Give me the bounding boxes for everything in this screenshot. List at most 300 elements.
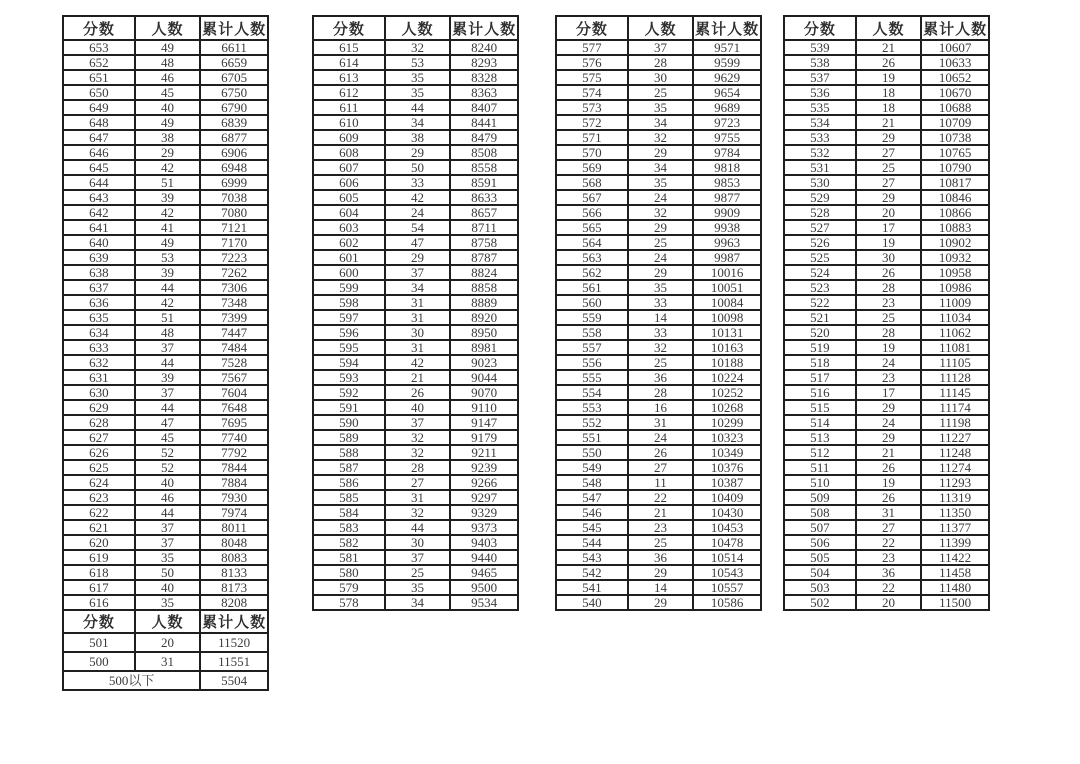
table-cell: 45 (135, 430, 201, 445)
table-row (63, 235, 268, 250)
table-cell: 10932 (921, 250, 989, 265)
table-cell: 7604 (200, 385, 268, 400)
table-cell: 29 (856, 190, 922, 205)
table-cell: 622 (63, 505, 135, 520)
table-row (63, 460, 268, 475)
table-cell: 598 (313, 295, 385, 310)
table-cell: 7484 (200, 340, 268, 355)
table-row (313, 355, 518, 370)
table-row (63, 250, 268, 265)
table-row (63, 520, 268, 535)
table-cell: 8508 (450, 145, 518, 160)
table-cell: 25 (628, 85, 694, 100)
table-cell: 52 (135, 445, 201, 460)
table-row (63, 445, 268, 460)
table-row (784, 55, 989, 70)
table-cell: 516 (784, 385, 856, 400)
table-row (313, 550, 518, 565)
table-cell: 19 (856, 235, 922, 250)
table-row (784, 370, 989, 385)
table-row (556, 190, 761, 205)
table-row (556, 250, 761, 265)
table-cell: 619 (63, 550, 135, 565)
table-cell: 7740 (200, 430, 268, 445)
table-cell: 7567 (200, 370, 268, 385)
table-cell: 502 (784, 595, 856, 610)
table-row (313, 430, 518, 445)
table-cell: 40 (135, 475, 201, 490)
table-cell: 9023 (450, 355, 518, 370)
table-cell: 7844 (200, 460, 268, 475)
table-cell: 573 (556, 100, 628, 115)
table-cell: 7223 (200, 250, 268, 265)
table-cell: 39 (135, 370, 201, 385)
table-row (313, 235, 518, 250)
table-cell: 23 (856, 295, 922, 310)
table-row (63, 70, 268, 85)
table-cell: 49 (135, 40, 201, 55)
table-cell: 644 (63, 175, 135, 190)
table-cell: 24 (385, 205, 451, 220)
table-cell: 541 (556, 580, 628, 595)
header-row (313, 16, 518, 40)
table-cell: 24 (856, 355, 922, 370)
table-cell: 8758 (450, 235, 518, 250)
table-cell: 9963 (693, 235, 761, 250)
table-cell: 11551 (200, 652, 268, 671)
table-cell: 23 (628, 520, 694, 535)
table-cell: 10709 (921, 115, 989, 130)
table-cell: 9239 (450, 460, 518, 475)
column-header: 累计人数 (200, 610, 268, 633)
table-cell: 24 (628, 430, 694, 445)
table-cell: 602 (313, 235, 385, 250)
table-cell: 510 (784, 475, 856, 490)
table-row (556, 175, 761, 190)
table-cell: 11009 (921, 295, 989, 310)
table-cell: 24 (856, 415, 922, 430)
table-cell: 579 (313, 580, 385, 595)
table-cell: 11145 (921, 385, 989, 400)
table-cell: 8407 (450, 100, 518, 115)
table-cell: 537 (784, 70, 856, 85)
table-cell: 554 (556, 385, 628, 400)
table-cell: 544 (556, 535, 628, 550)
table-row (63, 55, 268, 70)
table-row (556, 505, 761, 520)
table-cell: 18 (856, 85, 922, 100)
table-cell: 34 (385, 595, 451, 610)
table-row (63, 190, 268, 205)
table-cell: 29 (628, 265, 694, 280)
table-cell: 7121 (200, 220, 268, 235)
table-cell: 647 (63, 130, 135, 145)
table-cell: 47 (385, 235, 451, 250)
table-cell: 46 (135, 70, 201, 85)
table-cell: 565 (556, 220, 628, 235)
table-row (63, 280, 268, 295)
table-row (63, 430, 268, 445)
table-cell: 30 (856, 250, 922, 265)
table-cell: 10163 (693, 340, 761, 355)
table-row (556, 475, 761, 490)
table-cell: 10670 (921, 85, 989, 100)
table-row (313, 100, 518, 115)
table-cell: 44 (135, 505, 201, 520)
column-header: 人数 (135, 610, 201, 633)
table-cell: 609 (313, 130, 385, 145)
table-cell: 650 (63, 85, 135, 100)
table-cell: 508 (784, 505, 856, 520)
table-row (784, 445, 989, 460)
table-cell: 21 (856, 115, 922, 130)
table-cell: 8048 (200, 535, 268, 550)
table-cell: 10323 (693, 430, 761, 445)
table-cell: 589 (313, 430, 385, 445)
table-cell: 20 (856, 595, 922, 610)
table-row (784, 550, 989, 565)
table-cell: 509 (784, 490, 856, 505)
table-cell: 10817 (921, 175, 989, 190)
table-row (63, 652, 268, 671)
table-cell: 39 (135, 265, 201, 280)
table-row (313, 220, 518, 235)
table-cell: 27 (856, 175, 922, 190)
table-cell: 568 (556, 175, 628, 190)
table-cell: 10188 (693, 355, 761, 370)
table-cell: 9044 (450, 370, 518, 385)
table-cell: 584 (313, 505, 385, 520)
table-row (63, 565, 268, 580)
table-cell: 8240 (450, 40, 518, 55)
table-cell: 530 (784, 175, 856, 190)
table-cell: 576 (556, 55, 628, 70)
table-cell: 31 (628, 415, 694, 430)
table-cell: 9110 (450, 400, 518, 415)
table-cell: 10846 (921, 190, 989, 205)
table-cell: 37 (135, 520, 201, 535)
table-cell: 603 (313, 220, 385, 235)
table-cell: 10866 (921, 205, 989, 220)
table-cell: 11399 (921, 535, 989, 550)
table-row (556, 310, 761, 325)
table-row (784, 505, 989, 520)
table-cell: 10084 (693, 295, 761, 310)
table-cell: 29 (385, 250, 451, 265)
table-cell: 538 (784, 55, 856, 70)
table-cell: 10453 (693, 520, 761, 535)
table-row (556, 445, 761, 460)
table-row (63, 160, 268, 175)
column-header: 人数 (628, 16, 694, 40)
table-cell: 552 (556, 415, 628, 430)
table-cell: 6999 (200, 175, 268, 190)
table-cell: 629 (63, 400, 135, 415)
table-cell: 500 (63, 652, 135, 671)
table-cell: 29 (628, 145, 694, 160)
table-cell: 632 (63, 355, 135, 370)
table-row (313, 160, 518, 175)
table-row (784, 520, 989, 535)
table-row (63, 295, 268, 310)
column-header: 分数 (556, 16, 628, 40)
table-cell: 25 (385, 565, 451, 580)
table-cell: 11128 (921, 370, 989, 385)
table-cell: 9818 (693, 160, 761, 175)
table-cell: 9629 (693, 70, 761, 85)
table-cell: 35 (385, 580, 451, 595)
table-cell: 10349 (693, 445, 761, 460)
table-cell: 597 (313, 310, 385, 325)
table-row (556, 340, 761, 355)
table-cell: 31 (856, 505, 922, 520)
table-cell: 34 (628, 160, 694, 175)
table-cell: 623 (63, 490, 135, 505)
table-cell: 28 (628, 55, 694, 70)
table-cell: 25 (856, 310, 922, 325)
table-cell: 42 (135, 295, 201, 310)
score-table (783, 15, 990, 611)
table-cell: 567 (556, 190, 628, 205)
table-cell: 521 (784, 310, 856, 325)
table-cell: 549 (556, 460, 628, 475)
table-row (784, 340, 989, 355)
table-cell: 42 (135, 205, 201, 220)
table-cell: 52 (135, 460, 201, 475)
table-cell: 7930 (200, 490, 268, 505)
table-cell: 651 (63, 70, 135, 85)
table-row (313, 295, 518, 310)
table-cell: 19 (856, 340, 922, 355)
table-cell: 36 (628, 550, 694, 565)
table-cell: 33 (628, 325, 694, 340)
table-row (784, 595, 989, 610)
header-row (63, 610, 268, 633)
column-header: 累计人数 (693, 16, 761, 40)
table-cell: 615 (313, 40, 385, 55)
table-row (63, 100, 268, 115)
table-cell: 581 (313, 550, 385, 565)
table-row (556, 280, 761, 295)
table-cell: 524 (784, 265, 856, 280)
table-row (63, 385, 268, 400)
table-cell: 525 (784, 250, 856, 265)
table-cell: 601 (313, 250, 385, 265)
table-cell: 637 (63, 280, 135, 295)
table-cell: 9297 (450, 490, 518, 505)
table-cell: 585 (313, 490, 385, 505)
table-cell: 596 (313, 325, 385, 340)
table-cell: 9987 (693, 250, 761, 265)
table-cell: 645 (63, 160, 135, 175)
table-row (313, 190, 518, 205)
table-cell: 628 (63, 415, 135, 430)
table-cell: 34 (628, 115, 694, 130)
table-cell: 29 (628, 220, 694, 235)
table-cell: 539 (784, 40, 856, 55)
table-cell: 8824 (450, 265, 518, 280)
table-cell: 553 (556, 400, 628, 415)
table-cell: 46 (135, 490, 201, 505)
table-row (784, 70, 989, 85)
table-cell: 642 (63, 205, 135, 220)
column-header: 分数 (313, 16, 385, 40)
table-cell: 9373 (450, 520, 518, 535)
table-row (784, 160, 989, 175)
table-row (63, 145, 268, 160)
table-cell: 30 (385, 535, 451, 550)
table-row (313, 55, 518, 70)
table-row (63, 370, 268, 385)
table-cell: 612 (313, 85, 385, 100)
score-table (312, 15, 519, 611)
table-cell: 31 (385, 310, 451, 325)
score-table-1 (62, 15, 269, 691)
table-cell: 22 (856, 580, 922, 595)
table-cell: 11174 (921, 400, 989, 415)
table-cell: 590 (313, 415, 385, 430)
table-cell: 575 (556, 70, 628, 85)
table-cell: 610 (313, 115, 385, 130)
table-cell: 10883 (921, 220, 989, 235)
table-cell: 17 (856, 220, 922, 235)
table-cell: 10633 (921, 55, 989, 70)
table-cell: 9403 (450, 535, 518, 550)
table-cell: 10607 (921, 40, 989, 55)
table-cell: 592 (313, 385, 385, 400)
table-cell: 26 (856, 265, 922, 280)
table-cell: 30 (385, 325, 451, 340)
table-cell: 646 (63, 145, 135, 160)
table-cell: 507 (784, 520, 856, 535)
table-cell: 14 (628, 310, 694, 325)
table-cell: 26 (856, 490, 922, 505)
table-cell: 42 (135, 160, 201, 175)
table-cell: 23 (856, 550, 922, 565)
table-cell: 36 (856, 565, 922, 580)
table-cell: 621 (63, 520, 135, 535)
table-cell: 9723 (693, 115, 761, 130)
column-header: 分数 (63, 16, 135, 40)
table-row (784, 565, 989, 580)
table-row (556, 85, 761, 100)
table-cell: 570 (556, 145, 628, 160)
table-cell: 503 (784, 580, 856, 595)
table-row (313, 145, 518, 160)
table-cell: 37 (385, 265, 451, 280)
table-row (784, 85, 989, 100)
table-cell: 25 (628, 235, 694, 250)
table-cell: 641 (63, 220, 135, 235)
table-row (63, 310, 268, 325)
table-cell: 547 (556, 490, 628, 505)
table-cell: 34 (385, 280, 451, 295)
table-row (556, 460, 761, 475)
table-cell: 10514 (693, 550, 761, 565)
table-cell: 614 (313, 55, 385, 70)
table-row (313, 70, 518, 85)
table-cell: 618 (63, 565, 135, 580)
table-cell: 6877 (200, 130, 268, 145)
table-cell: 48 (135, 55, 201, 70)
table-cell: 558 (556, 325, 628, 340)
table-row (63, 175, 268, 190)
table-cell: 42 (385, 190, 451, 205)
table-cell: 29 (135, 145, 201, 160)
table-row (784, 460, 989, 475)
table-row (63, 130, 268, 145)
table-cell: 7648 (200, 400, 268, 415)
table-row (313, 580, 518, 595)
table-row (784, 400, 989, 415)
table-cell: 620 (63, 535, 135, 550)
table-row (63, 415, 268, 430)
table-cell: 29 (856, 430, 922, 445)
table-cell: 38 (135, 130, 201, 145)
table-cell: 28 (856, 325, 922, 340)
table-row (556, 205, 761, 220)
table-cell: 9571 (693, 40, 761, 55)
table-cell: 27 (628, 460, 694, 475)
table-row (784, 145, 989, 160)
score-table-4 (783, 15, 990, 611)
table-row (556, 55, 761, 70)
table-cell: 8363 (450, 85, 518, 100)
table-row (556, 550, 761, 565)
table-row (313, 310, 518, 325)
table-cell: 20 (135, 633, 201, 652)
table-cell: 32 (628, 130, 694, 145)
table-row (784, 265, 989, 280)
table-cell: 7080 (200, 205, 268, 220)
table-cell: 10586 (693, 595, 761, 610)
table-cell: 10268 (693, 400, 761, 415)
table-cell: 607 (313, 160, 385, 175)
table-cell: 10902 (921, 235, 989, 250)
table-row (63, 490, 268, 505)
table-cell: 9938 (693, 220, 761, 235)
table-row (556, 265, 761, 280)
table-row (556, 70, 761, 85)
table-cell: 559 (556, 310, 628, 325)
score-table-2 (312, 15, 519, 611)
table-cell: 11458 (921, 565, 989, 580)
table-cell: 505 (784, 550, 856, 565)
table-cell: 27 (385, 475, 451, 490)
table-row (63, 40, 268, 55)
table-cell: 9211 (450, 445, 518, 460)
table-cell: 10016 (693, 265, 761, 280)
table-row (63, 205, 268, 220)
table-row (313, 130, 518, 145)
table-cell: 22 (856, 535, 922, 550)
table-cell: 30 (628, 70, 694, 85)
table-cell: 587 (313, 460, 385, 475)
table-cell: 18 (856, 100, 922, 115)
table-row (63, 535, 268, 550)
table-row (784, 205, 989, 220)
table-row (784, 580, 989, 595)
table-cell: 564 (556, 235, 628, 250)
table-cell: 47 (135, 415, 201, 430)
table-cell: 506 (784, 535, 856, 550)
table-cell: 16 (628, 400, 694, 415)
table-cell: 9070 (450, 385, 518, 400)
table-cell: 9534 (450, 595, 518, 610)
table-row (313, 490, 518, 505)
table-cell: 548 (556, 475, 628, 490)
table-row (784, 535, 989, 550)
